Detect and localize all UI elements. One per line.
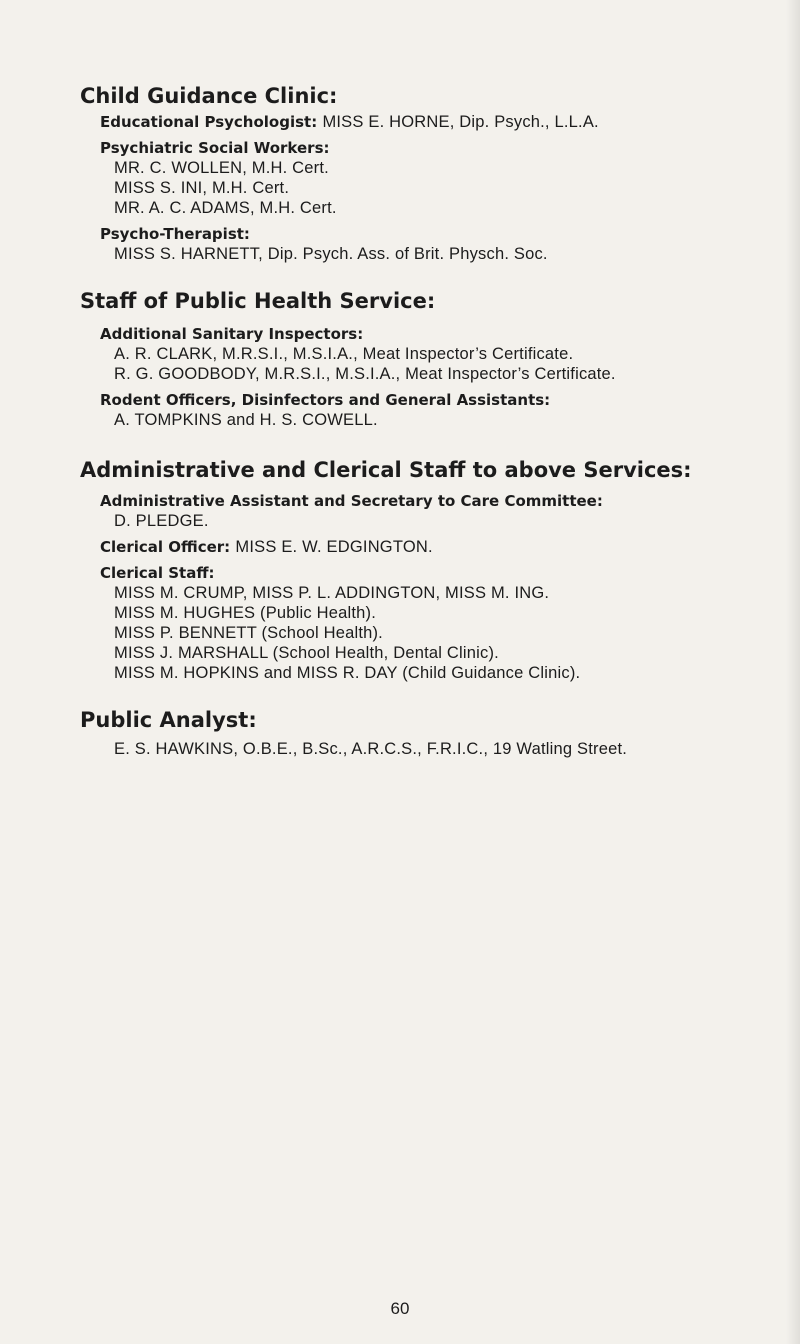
inspector-entry: A. R. CLARK, M.R.S.I., M.S.I.A., Meat Inspector’s Certificate. [114, 345, 574, 363]
analyst-entry: E. S. HAWKINS, O.B.E., B.Sc., A.R.C.S., F.R.I.C., 19 Watling Street. [114, 740, 628, 758]
page-number: 60 [390, 1299, 410, 1318]
section-heading: Staff of Public Health Service: [80, 289, 436, 313]
clerical-staff-entry: MISS M. CRUMP, MISS P. L. ADDINGTON, MISS M. ING. [114, 584, 550, 602]
ed-psych-label: Educational Psychologist: [100, 113, 318, 131]
clerical-staff-entry: MISS M. HOPKINS and MISS R. DAY (Child Guidance Clinic). [114, 664, 581, 682]
psw-entry: MR. C. WOLLEN, M.H. Cert. [114, 159, 329, 177]
clerical-officer-label: Clerical Officer: [100, 538, 231, 556]
page-edge-shadow [786, 0, 800, 1344]
section-body [100, 112, 780, 264]
therapist-label: Psycho-Therapist: [100, 225, 250, 243]
section-body [100, 491, 780, 683]
rodent-entry: A. TOMPKINS and H. S. COWELL. [114, 411, 378, 429]
therapist-entry: MISS S. HARNETT, Dip. Psych. Ass. of Brit. Physch. Soc. [114, 245, 548, 263]
section-admin [80, 457, 780, 683]
clerical-staff-entry: MISS J. MARSHALL (School Health, Dental Clinic). [114, 644, 499, 662]
section-body [100, 324, 780, 430]
psw-entry: MISS S. INI, M.H. Cert. [114, 179, 290, 197]
section-public-health [80, 288, 780, 430]
clerical-staff-entry: MISS M. HUGHES (Public Health). [114, 604, 377, 622]
assistant-entry: D. PLEDGE. [114, 512, 209, 530]
clerical-officer-line [100, 537, 780, 557]
ed-psych-value: MISS E. HORNE, Dip. Psych., L.L.A. [322, 113, 599, 131]
psw-label: Psychiatric Social Workers: [100, 139, 330, 157]
clerical-staff-label: Clerical Staff: [100, 564, 215, 582]
section-child-guidance [80, 83, 780, 264]
inspectors-label: Additional Sanitary Inspectors: [100, 325, 364, 343]
clerical-staff-entry: MISS P. BENNETT (School Health). [114, 624, 383, 642]
section-heading: Administrative and Clerical Staff to above Services: [80, 458, 692, 482]
assistant-label: Administrative Assistant and Secretary to Care Committee: [100, 492, 603, 510]
section-heading: Child Guidance Clinic: [80, 84, 338, 108]
section-heading: Public Analyst: [80, 708, 257, 732]
section-body [100, 739, 780, 759]
inspector-entry: R. G. GOODBODY, M.R.S.I., M.S.I.A., Meat Inspector’s Certificate. [114, 365, 616, 383]
clerical-officer-value: MISS E. W. EDGINGTON. [235, 538, 433, 556]
psw-entry: MR. A. C. ADAMS, M.H. Cert. [114, 199, 337, 217]
rodent-label: Rodent Officers, Disinfectors and General Assistants: [100, 391, 551, 409]
ed-psych-line [100, 112, 780, 132]
section-analyst [80, 707, 780, 759]
